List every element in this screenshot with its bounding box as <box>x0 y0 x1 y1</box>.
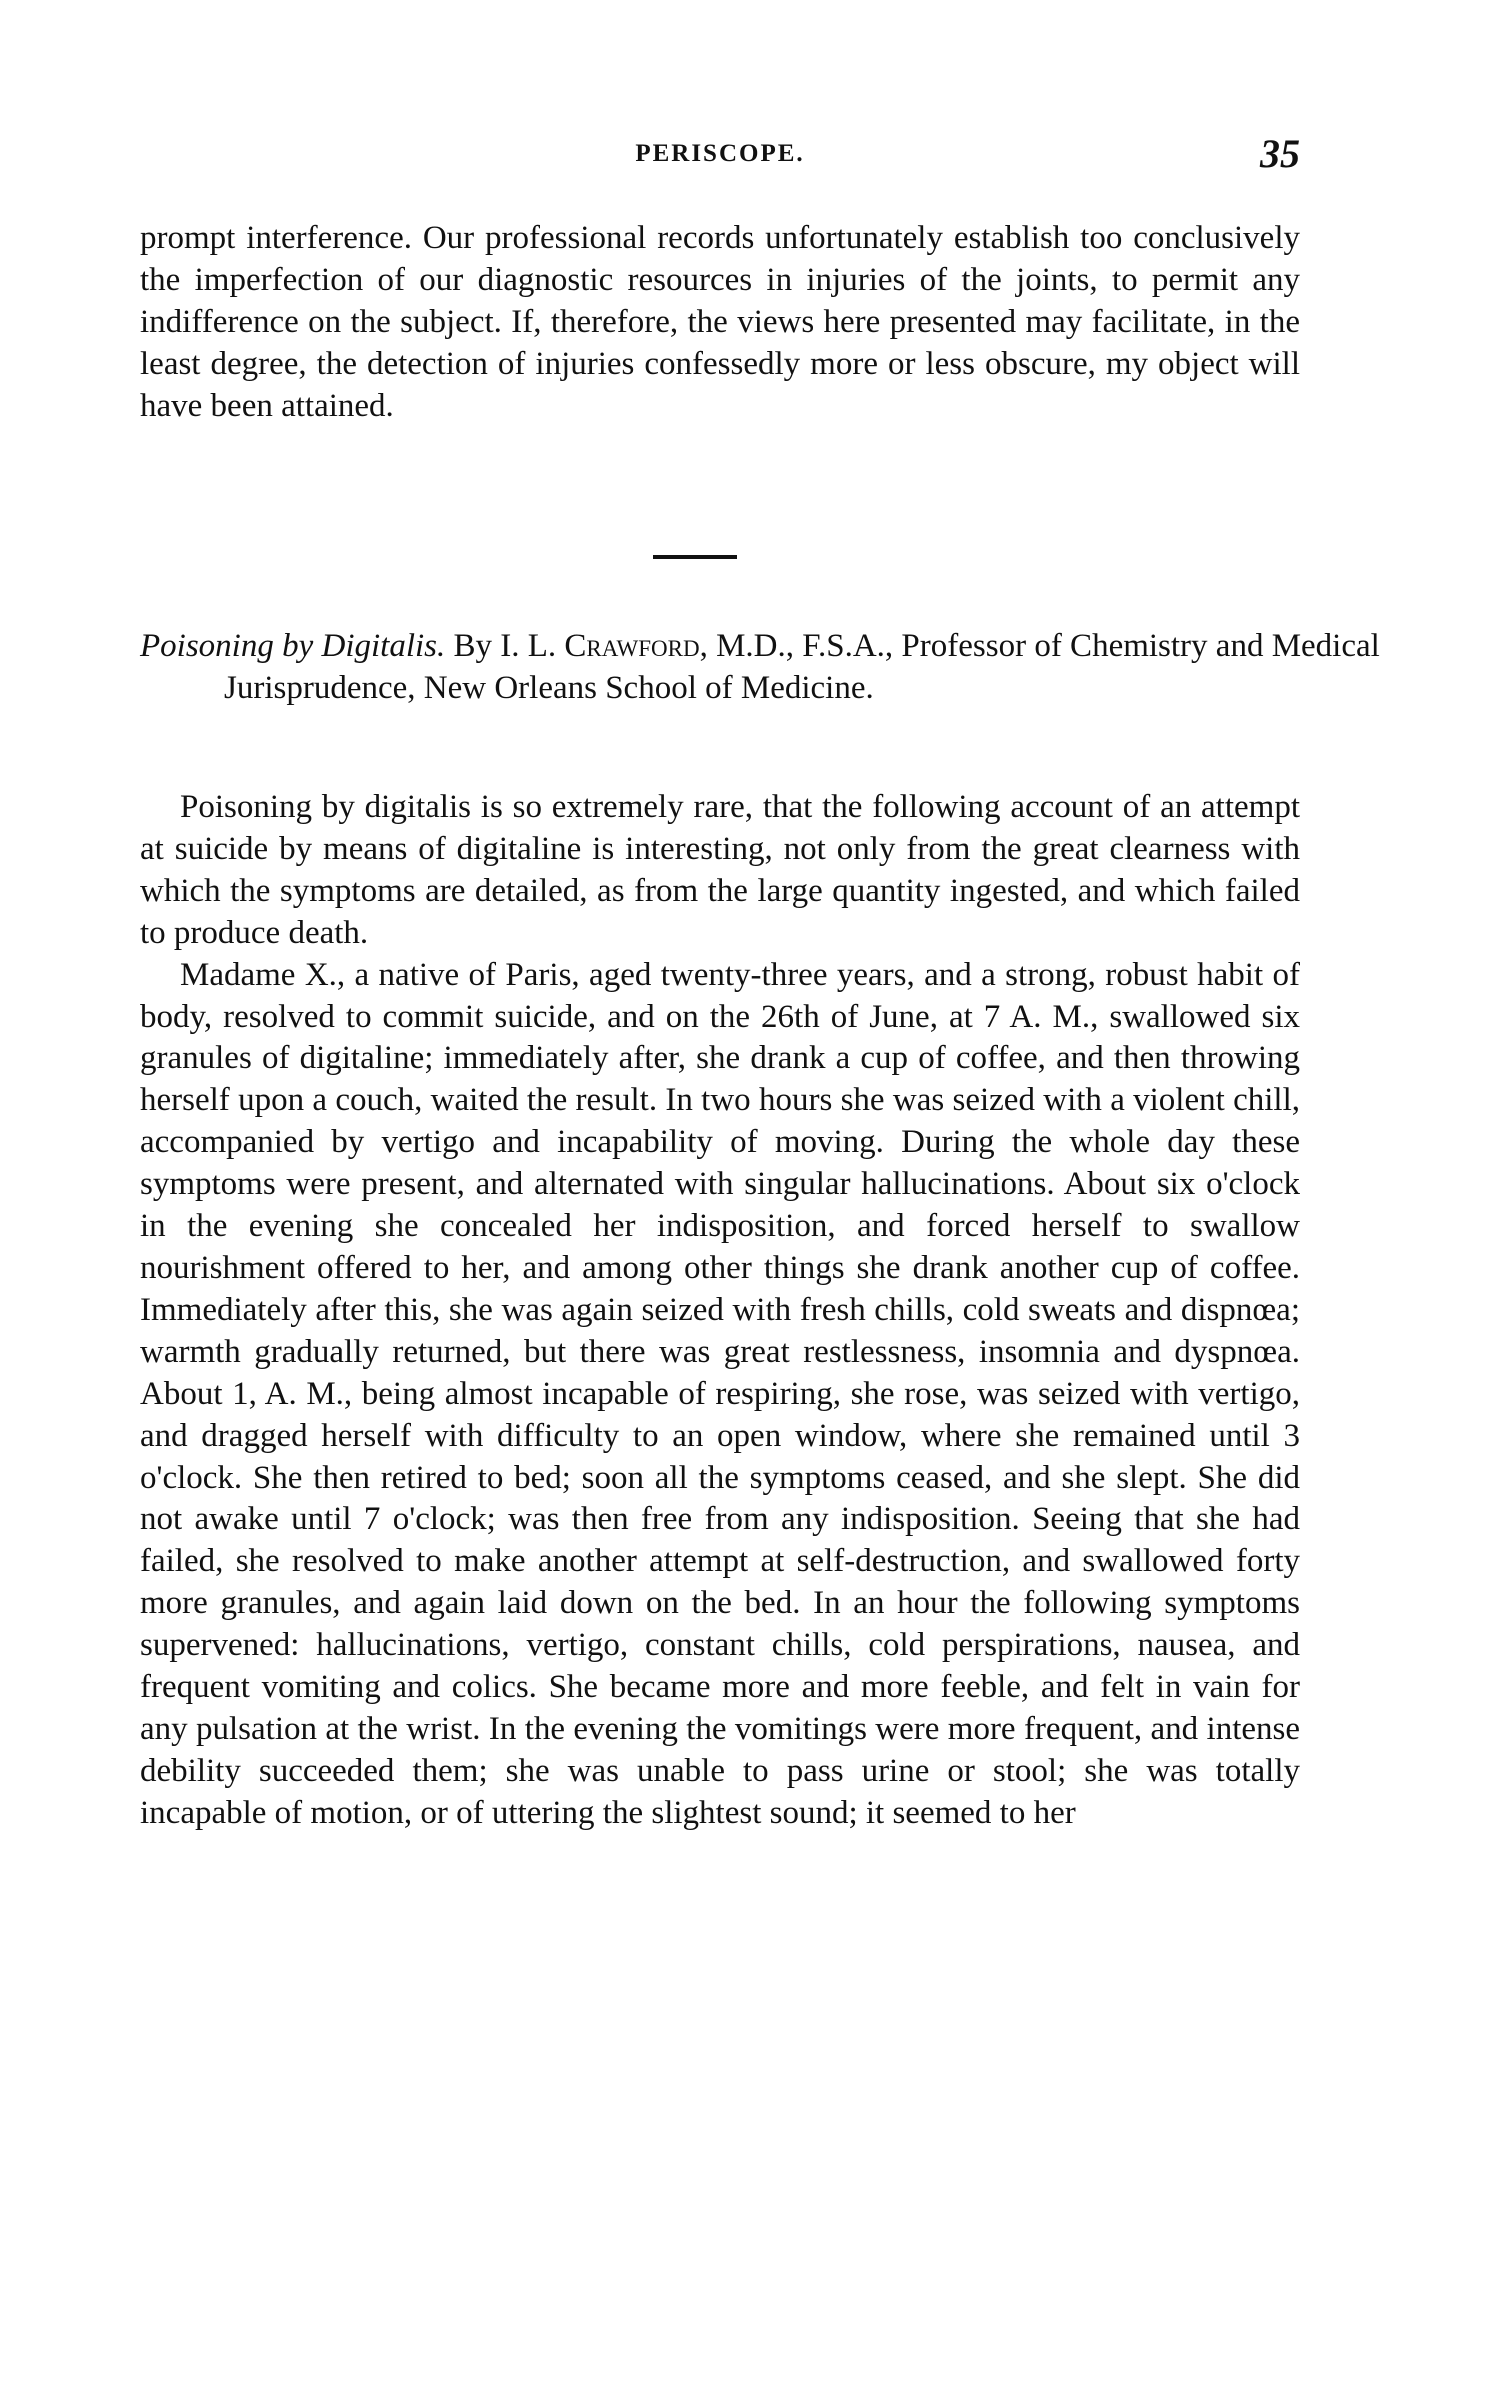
section-divider <box>653 555 737 559</box>
article-heading <box>140 626 1384 710</box>
article-title: Poisoning by Digitalis. <box>140 628 446 664</box>
author-name: I. L. Crawford <box>500 628 700 664</box>
running-head <box>140 130 1300 190</box>
body-paragraph: Poisoning by digitalis is so extremely rare, that the following account of an attempt at suicide by means of digitaline is interesting, not only from the great clearness with which the symptoms are detailed, as from the large quantity ingested, and which failed to produce death. <box>140 789 1300 951</box>
author-credentials: , M.D., F.S.A., Professor of Chemistry and Medical Jurisprudence, New Orleans School of Medicine. <box>224 628 1380 706</box>
byline-by: By <box>453 628 493 664</box>
article-body <box>140 787 1300 1835</box>
body-paragraph: Madame X., a native of Paris, aged twenty-three years, and a strong, robust habit of body, resolved to commit suicide, and on the 26th of June, at 7 A. M., swallowed six granules of digitaline; immediately after, she drank a cup of coffee, and then throwing herself upon a couch, waited the result. In two hours she was seized with a violent chill, accompanied by vertigo and incapability of moving. During the whole day these symptoms were present, and alternated with singular hallucinations. About six o'clock in the evening she concealed her indisposition, and forced herself to swallow nourishment offered to her, and among other things she drank another cup of coffee. Immediately after this, she was again seized with fresh chills, cold sweats and dispnœa; warmth gradually returned, but there was great restlessness, insomnia and dyspnœa. About 1, A. M., being almost incapable of respiring, she rose, was seized with vertigo, and dragged herself with difficulty to an open window, where she remained until 3 o'clock. She then retired to bed; soon all the symptoms ceased, and she slept. She did not awake until 7 o'clock; was then free from any indisposition. Seeing that she had failed, she resolved to make another attempt at self-destruction, and swallowed forty more granules, and again laid down on the bed. In an hour the following symptoms supervened: hallucinations, vertigo, constant chills, cold perspirations, nausea, and frequent vomiting and colics. She became more and more feeble, and felt in vain for any pulsation at the wrist. In the evening the vomitings were more frequent, and intense debility succeeded them; she was unable to pass urine or stool; she was totally incapable of motion, or of uttering the slightest sound; it seemed to her <box>140 956 1300 1831</box>
running-title: PERISCOPE. <box>635 140 805 167</box>
intro-paragraph: prompt interference. Our professional records unfortunately establish too conclusively the imperfection of our diagnostic resources in injuries of the joints, to permit any indifference on the subject. If, therefore, the views here presented may facilitate, in the least degree, the detection of injuries confessedly more or less obscure, my object will have been attained. <box>140 220 1300 424</box>
page-number: 35 <box>1260 131 1300 176</box>
